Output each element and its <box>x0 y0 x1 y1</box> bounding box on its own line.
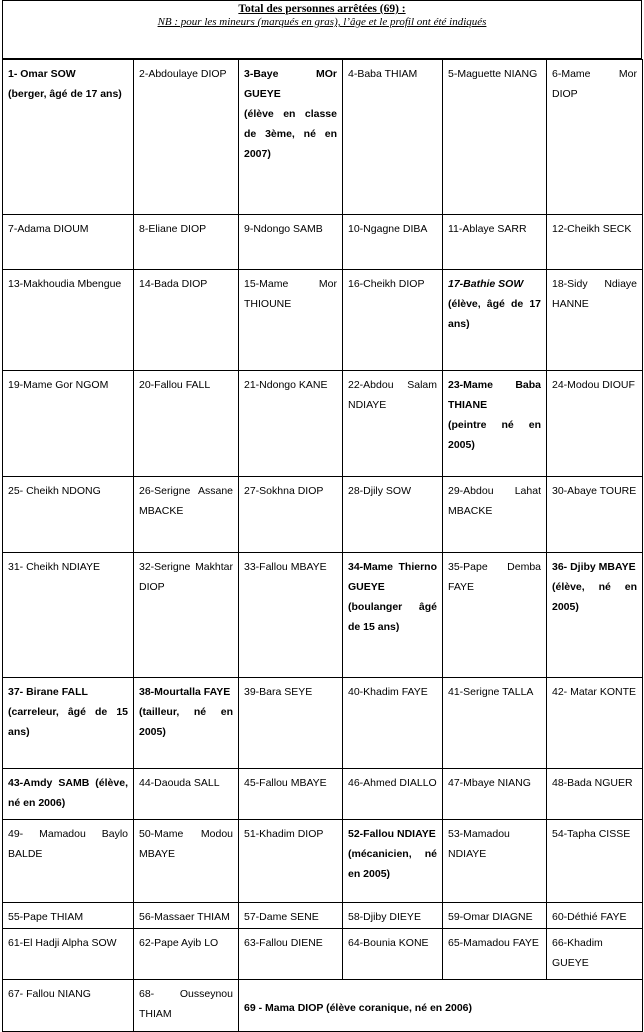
person-cell: 55-Pape THIAM <box>3 903 134 929</box>
person-cell: 41-Serigne TALLA <box>443 678 547 769</box>
note-minors: NB : pour les mineurs (marqués en gras), l’âge et le profil ont été indiqués <box>157 16 487 28</box>
person-cell: 24-Modou DIOUF <box>547 371 643 477</box>
person-cell: 64-Bounia KONE <box>343 929 443 980</box>
table-row <box>3 903 643 929</box>
table-row <box>3 270 643 371</box>
person-cell-minor <box>443 371 547 477</box>
arrested-persons-table <box>2 59 643 1032</box>
table-row <box>3 477 643 553</box>
person-cell: 13-Makhoudia Mbengue <box>3 270 134 371</box>
person-cell-minor <box>3 678 134 769</box>
person-cell: 67- Fallou NIANG <box>3 980 134 1032</box>
person-cell: 30-Abaye TOURE <box>547 477 643 553</box>
person-cell-minor <box>343 553 443 678</box>
person-name: 23-Mame Baba THIANE <box>448 379 541 411</box>
person-cell: 45-Fallou MBAYE <box>239 769 343 820</box>
person-name: 38-Mourtalla FAYE <box>139 686 231 698</box>
person-cell-minor <box>343 820 443 903</box>
person-profile: (carreleur, âgé de 15 ans) <box>8 706 128 738</box>
person-cell: 4-Baba THIAM <box>343 60 443 215</box>
person-name: 69 - Mama DIOP <box>244 1001 324 1014</box>
table-row <box>3 678 643 769</box>
person-cell: 49- Mamadou Baylo BALDE <box>3 820 134 903</box>
table-row <box>3 769 643 820</box>
person-cell: 65-Mamadou FAYE <box>443 929 547 980</box>
person-cell: 10-Ngagne DIBA <box>343 215 443 270</box>
person-cell-minor <box>3 60 134 215</box>
person-cell-minor <box>443 270 547 371</box>
table-row <box>3 929 643 980</box>
person-cell: 29-Abdou Lahat MBACKE <box>443 477 547 553</box>
person-cell: 54-Tapha CISSE <box>547 820 643 903</box>
person-cell: 47-Mbaye NIANG <box>443 769 547 820</box>
person-profile: (peintre né en 2005) <box>448 419 541 451</box>
table-row <box>3 553 643 678</box>
person-name: 52-Fallou NDIAYE <box>348 828 436 840</box>
person-profile: (élève en classe de 3ème, né en 2007) <box>244 108 337 160</box>
person-cell: 57-Dame SENE <box>239 903 343 929</box>
person-profile: (berger, âgé de 17 ans) <box>8 88 122 100</box>
person-cell: 46-Ahmed DIALLO <box>343 769 443 820</box>
person-cell: 58-Djiby DIEYE <box>343 903 443 929</box>
person-cell: 40-Khadim FAYE <box>343 678 443 769</box>
person-cell: 28-Djily SOW <box>343 477 443 553</box>
person-cell: 14-Bada DIOP <box>134 270 239 371</box>
person-cell: 32-Serigne Makhtar DIOP <box>134 553 239 678</box>
person-cell: 35-Pape Demba FAYE <box>443 553 547 678</box>
person-profile: (élève coranique, né en 2006) <box>326 1001 472 1014</box>
person-cell: 26-Serigne Assane MBACKE <box>134 477 239 553</box>
person-cell: 59-Omar DIAGNE <box>443 903 547 929</box>
person-cell: 12-Cheikh SECK <box>547 215 643 270</box>
person-cell-minor <box>547 553 643 678</box>
person-cell: 63-Fallou DIENE <box>239 929 343 980</box>
person-cell: 11-Ablaye SARR <box>443 215 547 270</box>
person-cell: 62-Pape Ayib LO <box>134 929 239 980</box>
person-profile: (mécanicien, né en 2005) <box>348 848 437 880</box>
person-cell: 16-Cheikh DIOP <box>343 270 443 371</box>
table-row <box>3 60 643 215</box>
person-cell: 27-Sokhna DIOP <box>239 477 343 553</box>
table-row <box>3 371 643 477</box>
person-name: 34-Mame Thierno GUEYE <box>348 561 437 593</box>
person-name: 36- Djiby MBAYE <box>552 561 636 573</box>
person-profile: (élève, âgé de 17 ans) <box>448 298 541 330</box>
person-cell: 44-Daouda SALL <box>134 769 239 820</box>
person-name: 3-Baye MOr GUEYE <box>244 68 337 100</box>
table-row <box>3 215 643 270</box>
person-cell: 42- Matar KONTE <box>547 678 643 769</box>
person-cell: 53-Mamadou NDIAYE <box>443 820 547 903</box>
person-cell: 20-Fallou FALL <box>134 371 239 477</box>
person-cell: 66-Khadim GUEYE <box>547 929 643 980</box>
person-cell: 19-Mame Gor NGOM <box>3 371 134 477</box>
person-profile: (boulanger âgé de 15 ans) <box>348 601 437 633</box>
person-cell: 9-Ndongo SAMB <box>239 215 343 270</box>
person-cell: 33-Fallou MBAYE <box>239 553 343 678</box>
person-cell: 68- Ousseynou THIAM <box>134 980 239 1032</box>
document-title: Total des personnes arrêtées (69) : <box>238 3 406 15</box>
person-cell: 31- Cheikh NDIAYE <box>3 553 134 678</box>
person-cell: 51-Khadim DIOP <box>239 820 343 903</box>
document-header <box>2 0 642 59</box>
table-row <box>3 820 643 903</box>
person-cell: 2-Abdoulaye DIOP <box>134 60 239 215</box>
person-cell: 18-Sidy Ndiaye HANNE <box>547 270 643 371</box>
person-cell: 7-Adama DIOUM <box>3 215 134 270</box>
person-cell: 6-Mame Mor DIOP <box>547 60 643 215</box>
person-cell: 22-Abdou Salam NDIAYE <box>343 371 443 477</box>
person-name: 17-Bathie SOW <box>448 278 524 290</box>
person-cell-minor <box>3 769 134 820</box>
person-profile: (élève, né en 2006) <box>8 777 128 809</box>
person-name: 37- Birane FALL <box>8 686 88 698</box>
person-cell: 21-Ndongo KANE <box>239 371 343 477</box>
person-cell: 15-Mame Mor THIOUNE <box>239 270 343 371</box>
person-profile: (tailleur, né en 2005) <box>139 706 233 738</box>
person-name: 1- Omar SOW <box>8 68 76 80</box>
person-cell: 50-Mame Modou MBAYE <box>134 820 239 903</box>
person-cell-minor <box>239 60 343 215</box>
person-cell-minor <box>134 678 239 769</box>
person-cell: 56-Massaer THIAM <box>134 903 239 929</box>
person-cell: 39-Bara SEYE <box>239 678 343 769</box>
person-cell: 8-Eliane DIOP <box>134 215 239 270</box>
person-cell: 61-El Hadji Alpha SOW <box>3 929 134 980</box>
person-cell: 25- Cheikh NDONG <box>3 477 134 553</box>
person-cell: 60-Déthié FAYE <box>547 903 643 929</box>
person-cell: 48-Bada NGUER <box>547 769 643 820</box>
person-profile: (élève, né en 2005) <box>552 581 637 613</box>
person-cell: 5-Maguette NIANG <box>443 60 547 215</box>
person-name: 43-Amdy SAMB <box>8 777 90 789</box>
